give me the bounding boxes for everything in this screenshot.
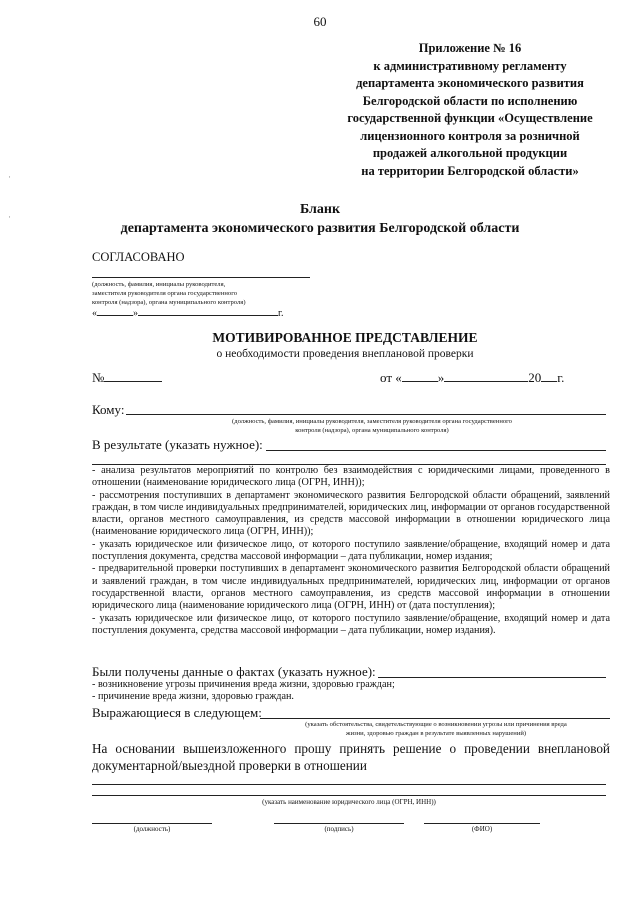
- appendix-line: Приложение № 16: [418, 41, 522, 55]
- position-line: [92, 823, 212, 824]
- number-label: №: [92, 370, 105, 385]
- appendix-line: на территории Белгородской области»: [361, 163, 579, 178]
- expressed-caption-line: жизни, здоровью граждан в результате выявленных нарушений): [345, 730, 527, 737]
- date-suffix: г.: [557, 370, 565, 385]
- agreed-date: [92, 308, 283, 319]
- appendix-line: государственной функции «Осуществление: [347, 111, 593, 125]
- appendix-line: Белгородской области по исполнению: [362, 93, 578, 108]
- facts-item: - возникновение угрозы причинения вреда жизни, здоровью граждан;: [92, 679, 395, 690]
- signature-caption: (подпись): [324, 825, 354, 833]
- agreed-date-close: »: [133, 308, 138, 319]
- date-year: 20: [528, 370, 542, 385]
- appendix-line: департамента экономического развития: [356, 76, 584, 90]
- result-item: - указать юридическое или физическое лицо, от которого поступило заявление/обращение, входящий номер и дата поступления документа, средства массовой информации – дата публикации, номер издания).: [92, 612, 610, 636]
- margin-mark: ·: [8, 172, 11, 182]
- expressed-caption: [262, 720, 610, 738]
- department-title: департамента экономического развития Белгородской области: [120, 221, 520, 236]
- expressed-caption-line: (указать обстоятельства, свидетельствующие о возникновении угрозы или причинения вреда: [305, 721, 567, 728]
- expressed-line: [260, 718, 610, 719]
- appendix-header: [320, 40, 620, 180]
- document-subtitle: о необходимости проведения внеплановой проверки: [216, 348, 474, 360]
- to-caption: [152, 417, 592, 435]
- to-label: Кому:: [92, 402, 125, 417]
- date-close: »: [437, 370, 445, 385]
- agreed-caption-line: заместителя руководителя органа государственного: [92, 290, 238, 297]
- agreed-label: СОГЛАСОВАНО: [92, 250, 185, 264]
- final-paragraph: На основании вышеизложенного прошу принять решение о проведении внеплановой документарной/выездной проверки в отношении: [92, 741, 610, 773]
- result-item: - анализа результатов мероприятий по контролю без взаимодействия с юридическими лицами, проведенного в отношении (наименование юридического лица (ОГРН, ИНН));: [92, 465, 610, 489]
- name-line: [424, 823, 540, 824]
- agreed-caption: [92, 280, 322, 307]
- result-item: - рассмотрения поступивших в департамент экономического развития Белгородской области обращений, заявлений граждан, в том числе индивидуальных предпринимателей, юридических лиц, информации от органов государственной власти, органов местного самоуправления, из средств массовой информации в отношении юридического лица (наименование юридического лица (ОГРН, ИНН));: [92, 489, 610, 538]
- to-caption-line: (должность, фамилия, инициалы руководителя, заместителя руководителя органа государственного: [232, 418, 512, 425]
- date-field: [380, 370, 564, 386]
- blank-title: Бланк: [299, 202, 341, 217]
- result-item: - предварительной проверки поступивших в департамент экономического развития Белгородской области обращений и заявлений граждан, в том числе индивидуальных предпринимателей, юридических лиц, информации от органов государственной власти, органов местного самоуправления, из средств массовой информации в отношении юридического лица (наименование юридического лица (ОГРН, ИНН) от (дата поступления);: [92, 563, 610, 612]
- result-label: В результате (указать нужное):: [92, 437, 263, 452]
- legal-entity-line-2: [92, 795, 606, 796]
- legal-entity-line: [92, 784, 606, 785]
- appendix-line: лицензионного контроля за розничной: [360, 128, 580, 143]
- appendix-line: продажей алкогольной продукции: [372, 146, 568, 160]
- appendix-line: к административному регламенту: [373, 58, 567, 73]
- facts-label: Были получены данные о фактах (указать нужное):: [92, 664, 376, 679]
- facts-items: [92, 679, 610, 704]
- agreed-caption-line: контроля (надзора), органа муниципального контроля): [92, 299, 246, 306]
- facts-item: - причинение вреда жизни, здоровью граждан.: [92, 691, 294, 703]
- agreed-signature-line: [92, 277, 310, 278]
- expressed-label: Выражающиеся в следующем:: [92, 705, 262, 720]
- agreed-date-open: «: [92, 308, 97, 319]
- to-line: [126, 414, 606, 415]
- facts-line: [378, 677, 606, 678]
- to-caption-line: контроля (надзора), органа муниципального контроля): [295, 427, 449, 434]
- page-number: 60: [313, 14, 327, 29]
- position-caption: (должность): [133, 825, 171, 833]
- agreed-caption-line: (должность, фамилия, инициалы руководителя,: [92, 281, 226, 288]
- result-items: [92, 465, 610, 637]
- result-item: - указать юридическое или физическое лицо, от которого поступило заявление/обращение, входящий номер и дата поступления документа, средства массовой информации – дата публикации, номер издания;: [92, 538, 610, 563]
- agreed-date-suffix: г.: [278, 308, 284, 319]
- number-field: [92, 370, 162, 386]
- result-line: [266, 450, 606, 451]
- document-title: МОТИВИРОВАННОЕ ПРЕДСТАВЛЕНИЕ: [212, 330, 478, 345]
- name-caption: (ФИО): [471, 825, 493, 833]
- margin-mark: ·: [8, 212, 11, 222]
- signature-line: [274, 823, 404, 824]
- date-from-label: от «: [380, 370, 402, 385]
- legal-entity-caption: (указать наименование юридического лица (ОГРН, ИНН)): [262, 798, 436, 806]
